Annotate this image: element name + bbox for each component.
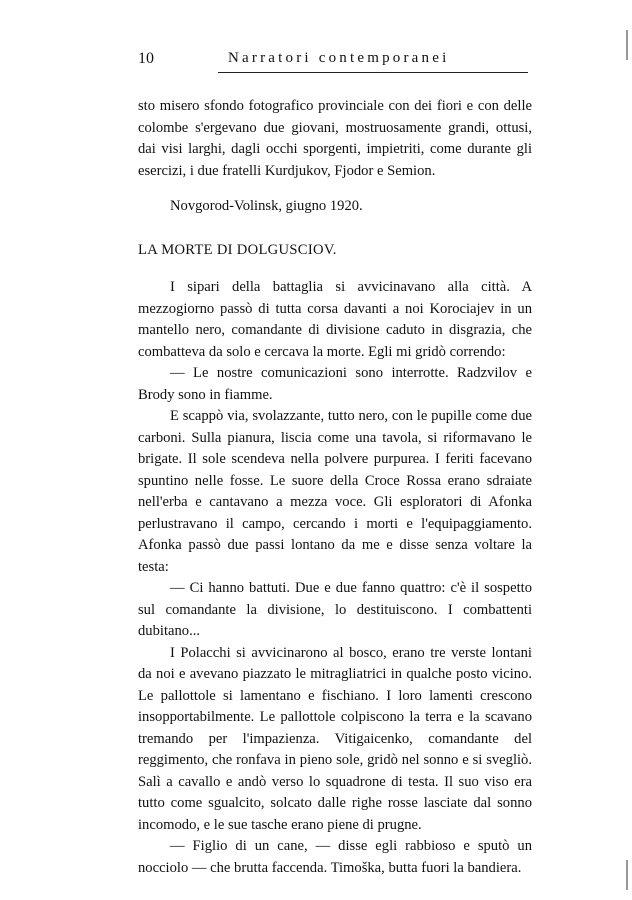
paragraph-dialogue: — Le nostre comunicazioni sono interrotte. Radzvilov e Brody sono in fiamme. [138, 365, 532, 403]
paragraph-continuation: sto misero sfondo fotografico provinciale con dei fiori e con delle colombe s'ergevano due giovani, mostruosamente grandi, ottusi, dai visi larghi, dagli occhi sporgenti, impietriti, come durante gli esercizi, i due fratelli Kurdjukov, Fjodor e Semion. [138, 98, 532, 179]
body-text [138, 96, 532, 879]
paragraph: E scappò via, svolazzante, tutto nero, con le pupille come due carboni. Sulla pianura, liscia come una tavola, si riformavano le brigate. Il sole scendeva nella polvere purpurea. I feriti facevano spuntino nelle fosse. Le suore della Croce Rossa erano sdraiate nell'erba e cantavano a mezza voce. Gli esploratori di Afonka perlustravano il campo, cercando i morti e l'equipaggiamento. Afonka passò due passi lontano da me e disse senza voltare la testa: [138, 408, 532, 575]
header-rule [218, 72, 528, 73]
paragraph-dialogue: — Ci hanno battuti. Due e due fanno quattro: c'è il sospetto sul comandante la divisione, lo destituiscono. I combattenti dubitano... [138, 580, 532, 639]
page-header [138, 50, 530, 74]
running-title: Narratori contemporanei [228, 50, 450, 66]
paragraph: I sipari della battaglia si avvicinavano alla città. A mezzogiorno passò di tutta corsa davanti a noi Korociajev in un mantello nero, comandante di divisione caduto in disgrazia, che combatteva da solo e cercava la morte. Egli mi gridò correndo: [138, 279, 532, 360]
scan-edge-mark [626, 30, 628, 60]
chapter-title: LA MORTE DI DOLGUSCIOV. [138, 241, 337, 258]
dateline: Novgorod-Volinsk, giugno 1920. [170, 198, 363, 214]
paragraph-dialogue: — Figlio di un cane, — disse egli rabbioso e sputò un nocciolo — che brutta faccenda. Timoška, butta fuori la bandiera. [138, 838, 532, 876]
scan-edge-mark [626, 860, 628, 890]
page-number: 10 [138, 50, 154, 67]
paragraph: I Polacchi si avvicinarono al bosco, erano tre verste lontani da noi e avevano piazzato le mitragliatrici in qualche posto vicino. Le pallottole si lamentano e fischiano. I loro lamenti crescono insopportabilmente. Le pallottole colpiscono la terra e la scavano tremando per l'impazienza. Vitigaicenko, comandante del reggimento, che ronfava in pieno sole, gridò nel sonno e si svegliò. Salì a cavallo e andò verso lo squadrone di testa. Il suo viso era tutto come sgualcito, solcato dalle righe rosse lasciate dal sonno incomodo, e le sue tasche erano piene di prugne. [138, 644, 532, 833]
